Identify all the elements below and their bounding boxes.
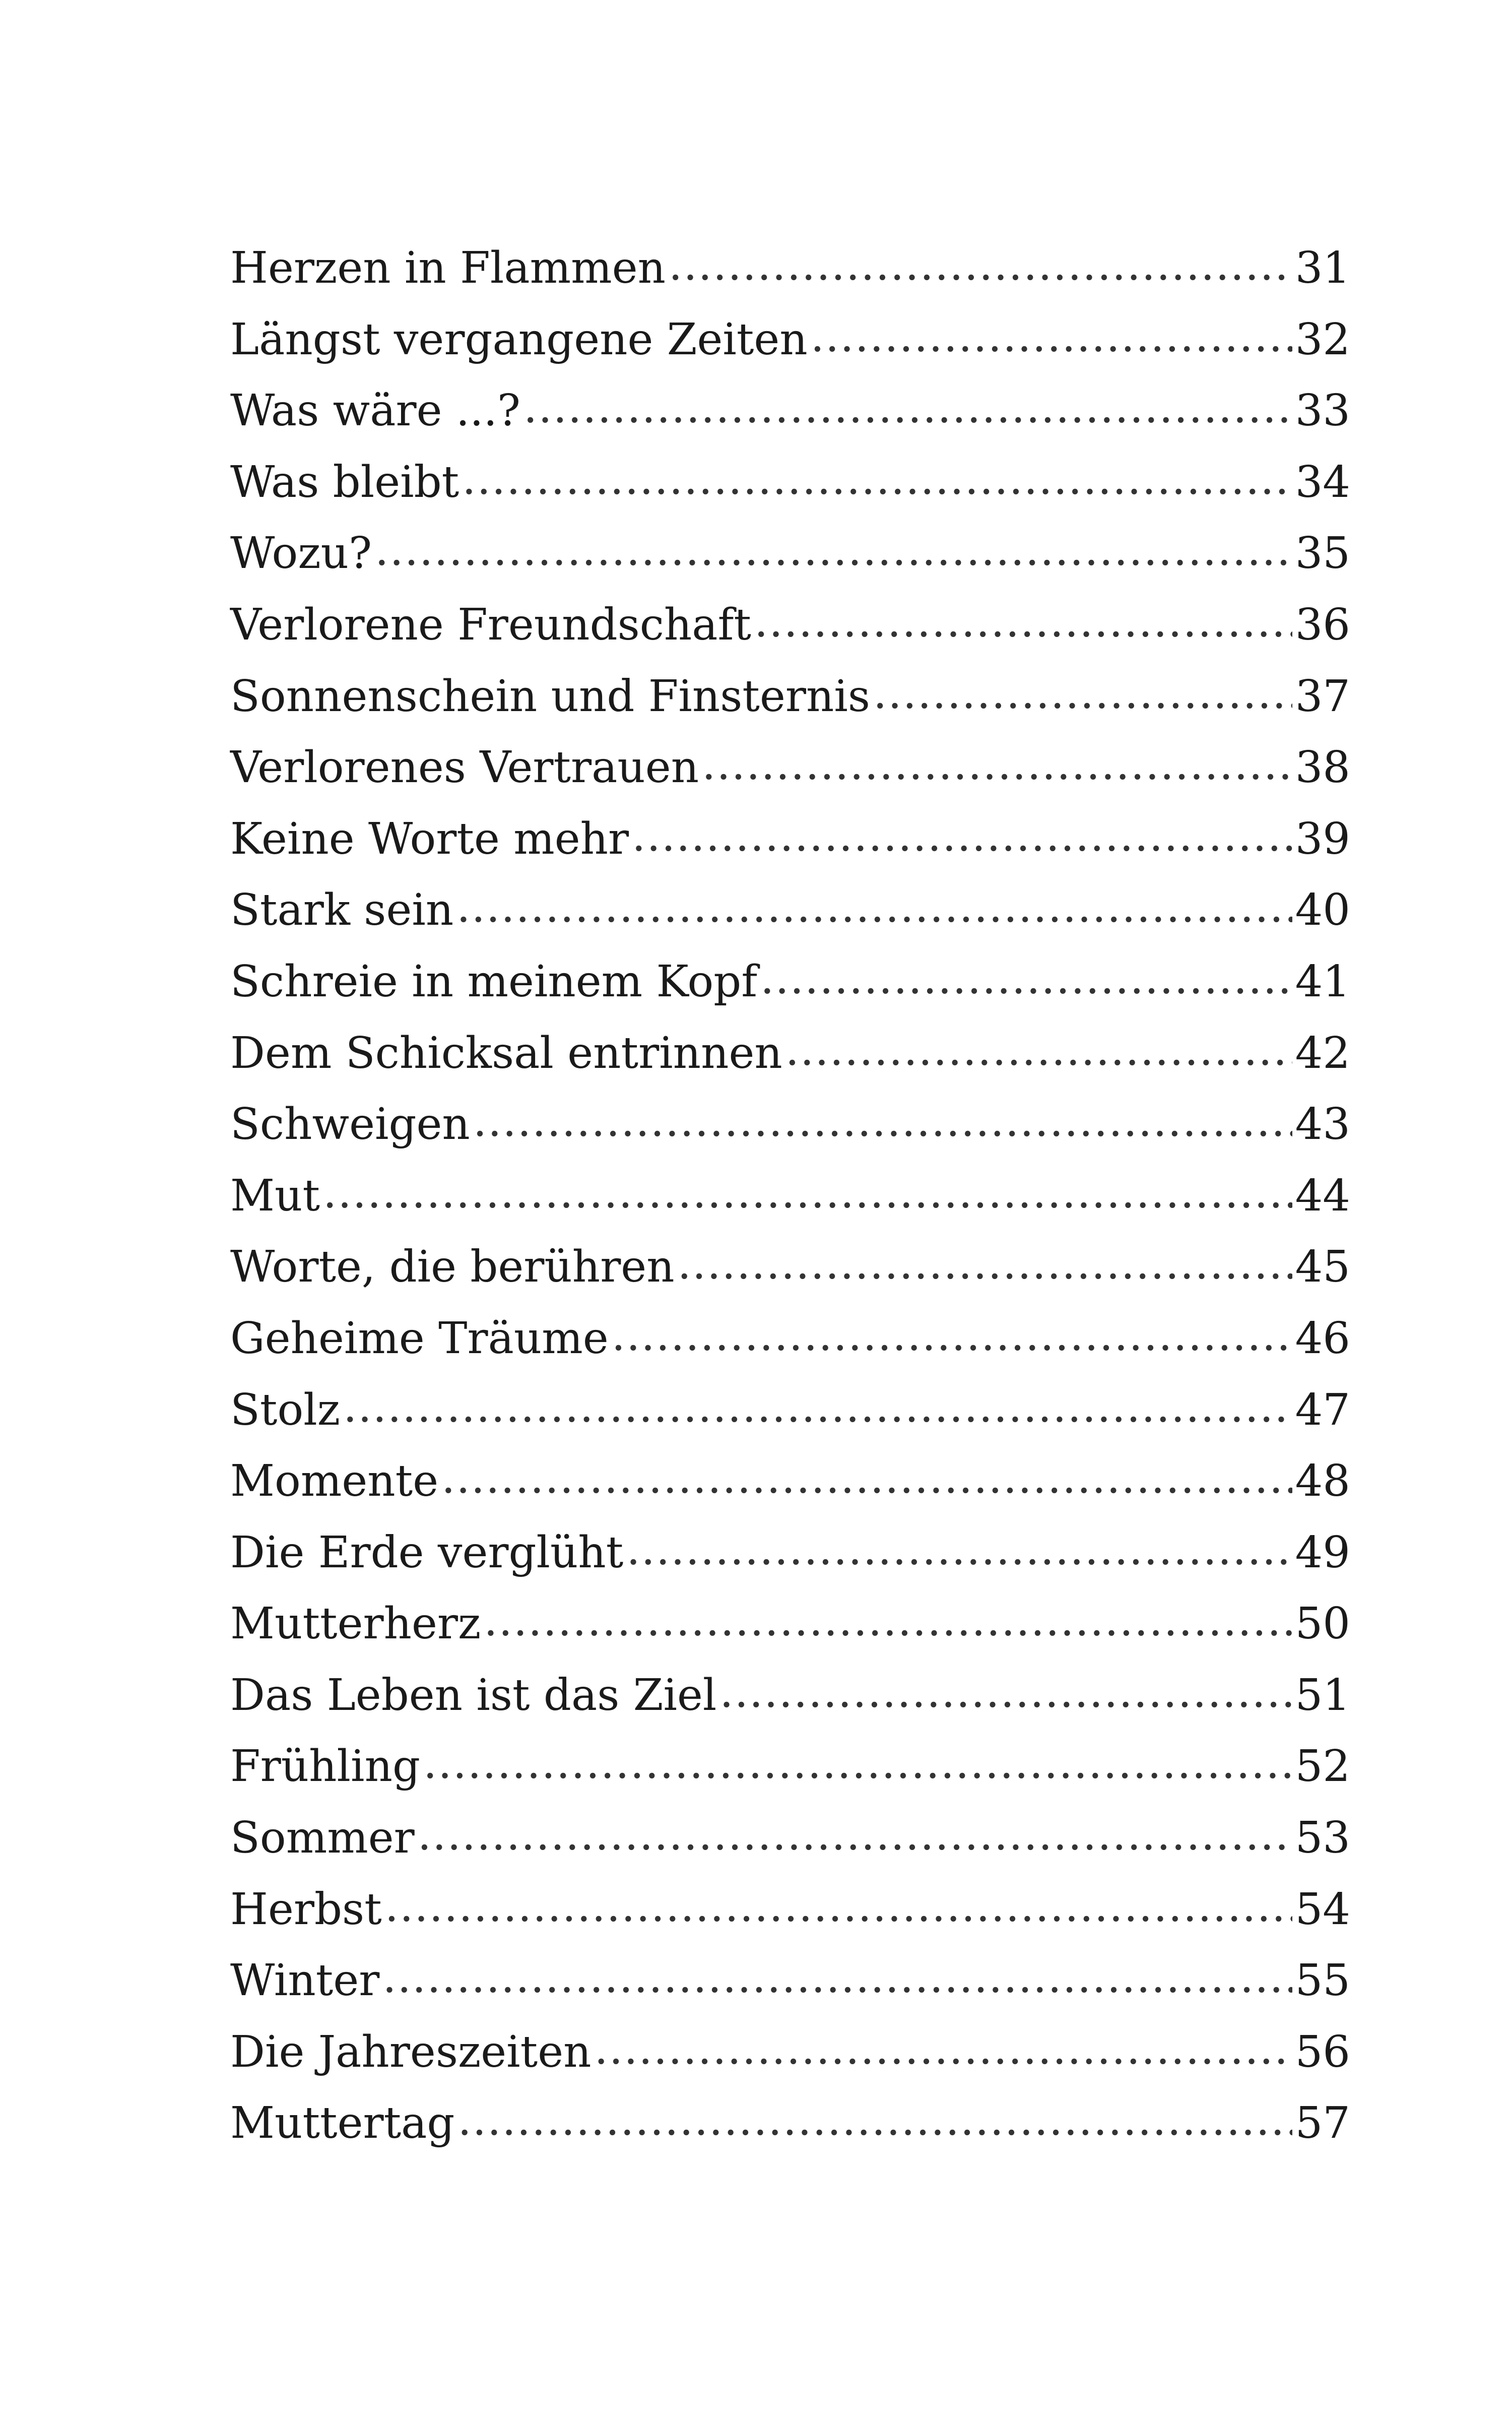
toc-entry-title: Wozu? (230, 528, 372, 579)
toc-entry-title: Verlorenes Vertrauen (230, 742, 699, 793)
toc-entry-page-number: 49 (1295, 1527, 1350, 1578)
toc-entry (230, 661, 1350, 733)
toc-entry-title: Winter (230, 1955, 380, 2006)
dot-leader (343, 1372, 1292, 1443)
toc-entry-page-number: 46 (1295, 1313, 1350, 1364)
dot-leader (523, 372, 1292, 444)
toc-entry-page-number: 37 (1295, 671, 1350, 722)
toc-entry-title: Stolz (230, 1384, 341, 1435)
dot-leader (811, 301, 1292, 373)
toc-entry (230, 375, 1350, 447)
dot-leader (678, 1229, 1292, 1300)
toc-entry-page-number: 57 (1295, 2098, 1350, 2149)
toc-entry (230, 1303, 1350, 1375)
toc-entry (230, 1517, 1350, 1589)
toc-entry (230, 590, 1350, 661)
toc-entry-title: Die Erde verglüht (230, 1527, 624, 1578)
toc-entry-title: Schreie in meinem Kopf (230, 956, 758, 1007)
toc-entry (230, 1803, 1350, 1874)
toc-entry-title: Die Jahreszeiten (230, 2026, 591, 2077)
toc-entry-page-number: 32 (1295, 314, 1350, 365)
dot-leader (760, 943, 1292, 1015)
toc-entry-title: Dem Schicksal entrinnen (230, 1028, 782, 1078)
toc-entry-page-number: 39 (1295, 813, 1350, 864)
dot-leader (323, 1158, 1292, 1229)
toc-entry-title: Das Leben ist das Ziel (230, 1670, 717, 1721)
toc-entry-title: Momente (230, 1456, 439, 1507)
toc-entry-page-number: 51 (1295, 1670, 1350, 1721)
toc-entry-page-number: 48 (1295, 1456, 1350, 1507)
toc-entry-title: Mut (230, 1170, 320, 1221)
toc-entry (230, 1232, 1350, 1303)
toc-entry (230, 2017, 1350, 2088)
toc-entry-page-number: 35 (1295, 528, 1350, 579)
toc-entry (230, 2088, 1350, 2159)
toc-entry-title: Sonnenschein und Finsternis (230, 671, 871, 722)
toc-entry-page-number: 44 (1295, 1170, 1350, 1221)
dot-leader (457, 2085, 1292, 2156)
toc-entry-page-number: 43 (1295, 1099, 1350, 1150)
table-of-contents (230, 233, 1350, 2159)
toc-entry-title: Was wäre ...? (230, 386, 521, 436)
dot-leader (456, 872, 1292, 943)
dot-leader (441, 1443, 1292, 1514)
dot-leader (785, 1015, 1292, 1087)
toc-entry (230, 1731, 1350, 1803)
toc-entry-page-number: 45 (1295, 1242, 1350, 1293)
toc-entry (230, 946, 1350, 1018)
toc-entry (230, 804, 1350, 875)
dot-leader (484, 1585, 1292, 1657)
toc-entry (230, 1089, 1350, 1161)
toc-entry (230, 875, 1350, 946)
toc-entry-title: Schweigen (230, 1099, 470, 1150)
toc-entry-page-number: 54 (1295, 1884, 1350, 1935)
toc-entry-title: Stark sein (230, 885, 454, 936)
dot-leader (375, 515, 1292, 587)
toc-entry (230, 1446, 1350, 1517)
dot-leader (873, 658, 1292, 730)
toc-entry-page-number: 55 (1295, 1955, 1350, 2006)
toc-entry-page-number: 56 (1295, 2026, 1350, 2077)
toc-entry (230, 1018, 1350, 1090)
toc-entry-page-number: 50 (1295, 1599, 1350, 1649)
toc-entry-title: Was bleibt (230, 457, 459, 507)
toc-entry-page-number: 47 (1295, 1384, 1350, 1435)
dot-leader (385, 1871, 1292, 1943)
toc-entry-title: Herbst (230, 1884, 382, 1935)
toc-entry-title: Worte, die berühren (230, 1242, 675, 1293)
toc-entry-page-number: 52 (1295, 1741, 1350, 1792)
dot-leader (669, 230, 1292, 301)
dot-leader (612, 1300, 1292, 1372)
toc-entry-page-number: 53 (1295, 1813, 1350, 1864)
toc-entry-title: Mutterherz (230, 1599, 481, 1649)
dot-leader (595, 2014, 1292, 2085)
toc-entry (230, 1874, 1350, 1946)
toc-entry-page-number: 36 (1295, 599, 1350, 650)
toc-entry-title: Längst vergangene Zeiten (230, 314, 808, 365)
dot-leader (423, 1728, 1292, 1800)
toc-entry-page-number: 31 (1295, 243, 1350, 293)
dot-leader (626, 1514, 1292, 1586)
toc-entry (230, 233, 1350, 304)
toc-entry (230, 1588, 1350, 1660)
dot-leader (702, 729, 1292, 801)
toc-entry-page-number: 38 (1295, 742, 1350, 793)
toc-entry (230, 732, 1350, 804)
toc-entry-page-number: 41 (1295, 956, 1350, 1007)
dot-leader (462, 444, 1292, 516)
toc-entry (230, 1945, 1350, 2017)
toc-entry-title: Herzen in Flammen (230, 243, 666, 293)
dot-leader (719, 1657, 1292, 1729)
dot-leader (632, 801, 1292, 872)
dot-leader (473, 1086, 1292, 1158)
toc-entry (230, 518, 1350, 590)
toc-entry-page-number: 33 (1295, 386, 1350, 436)
toc-entry (230, 1161, 1350, 1232)
toc-entry-title: Sommer (230, 1813, 415, 1864)
toc-entry-title: Geheime Träume (230, 1313, 609, 1364)
toc-entry (230, 1375, 1350, 1446)
toc-entry-title: Verlorene Freundschaft (230, 599, 751, 650)
dot-leader (418, 1800, 1292, 1871)
toc-entry-title: Frühling (230, 1741, 421, 1792)
toc-entry (230, 447, 1350, 519)
toc-entry (230, 1660, 1350, 1732)
toc-entry-page-number: 34 (1295, 457, 1350, 507)
toc-entry-page-number: 40 (1295, 885, 1350, 936)
toc-entry (230, 304, 1350, 376)
toc-entry-page-number: 42 (1295, 1028, 1350, 1078)
toc-entry-title: Keine Worte mehr (230, 813, 629, 864)
toc-entry-title: Muttertag (230, 2098, 455, 2149)
dot-leader (754, 587, 1292, 658)
dot-leader (382, 1942, 1292, 2014)
